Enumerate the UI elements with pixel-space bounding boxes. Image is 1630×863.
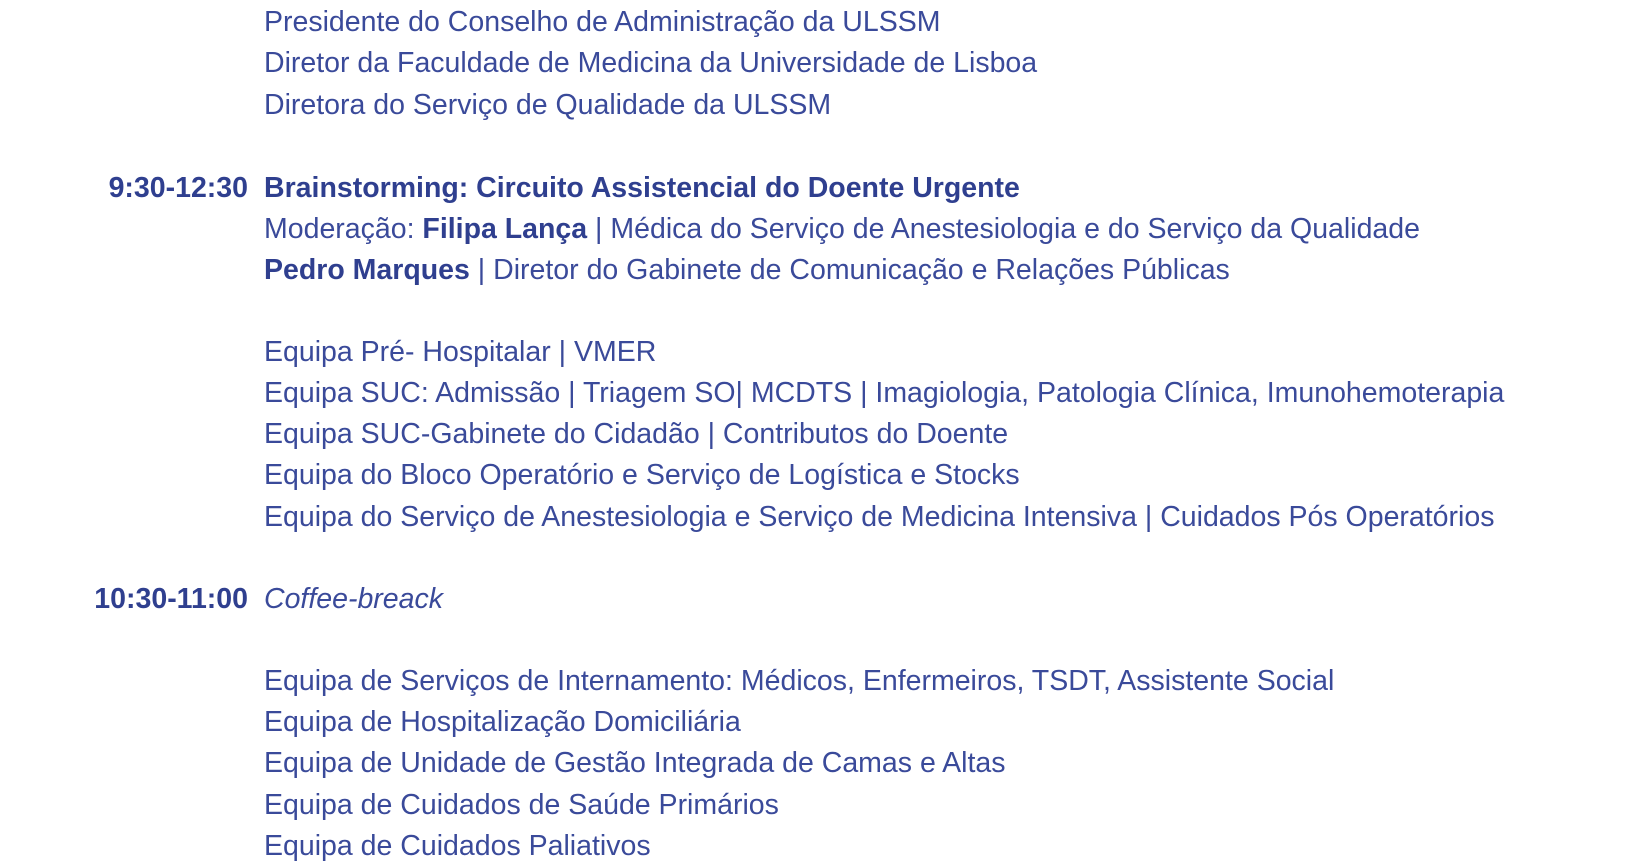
moderation-prefix: Moderação: [264,213,423,245]
moderator1-name: Filipa Lança [422,213,588,245]
session1-title: Brainstorming: Circuito Assistencial do Doente Urgente [264,172,1020,204]
session1-time: 9:30-12:30 [108,172,248,204]
intro-line-faculty-director: Diretor da Faculdade de Medicina da Universidade de Lisboa [264,47,1038,79]
moderator1-role: | Médica do Serviço de Anestesiologia e do Serviço da Qualidade [587,213,1420,245]
session1-moderation-line [264,212,1420,246]
session1-moderator2-line [264,253,1230,287]
session2-title: Coffee-breack [264,583,444,615]
session2-team-item: Equipa de Cuidados de Saúde Primários [264,789,779,821]
session1-team-item: Equipa SUC: Admissão | Triagem SO| MCDTS | Imagiologia, Patologia Clínica, Imunohemoterapia [264,377,1505,409]
session1-team-item: Equipa do Serviço de Anestesiologia e Serviço de Medicina Intensiva | Cuidados Pós Operatórios [264,501,1495,533]
session1-team-item: Equipa SUC-Gabinete do Cidadão | Contributos do Doente [264,418,1009,450]
session2-team-item: Equipa de Unidade de Gestão Integrada de Camas e Altas [264,747,1006,779]
session1-team-item: Equipa do Bloco Operatório e Serviço de Logística e Stocks [264,459,1020,491]
session2-team-item: Equipa de Serviços de Internamento: Médicos, Enfermeiros, TSDT, Assistente Social [264,665,1335,697]
session2-team-item: Equipa de Cuidados Paliativos [264,830,651,862]
moderator2-name: Pedro Marques [264,254,470,286]
intro-line-president: Presidente do Conselho de Administração da ULSSM [264,6,941,38]
intro-line-quality-director: Diretora do Serviço de Qualidade da ULSSM [264,89,832,121]
session1-team-item: Equipa Pré- Hospitalar | VMER [264,336,657,368]
session2-time: 10:30-11:00 [94,583,248,615]
session2-team-item: Equipa de Hospitalização Domiciliária [264,706,741,738]
moderator2-role: | Diretor do Gabinete de Comunicação e Relações Públicas [469,254,1230,286]
